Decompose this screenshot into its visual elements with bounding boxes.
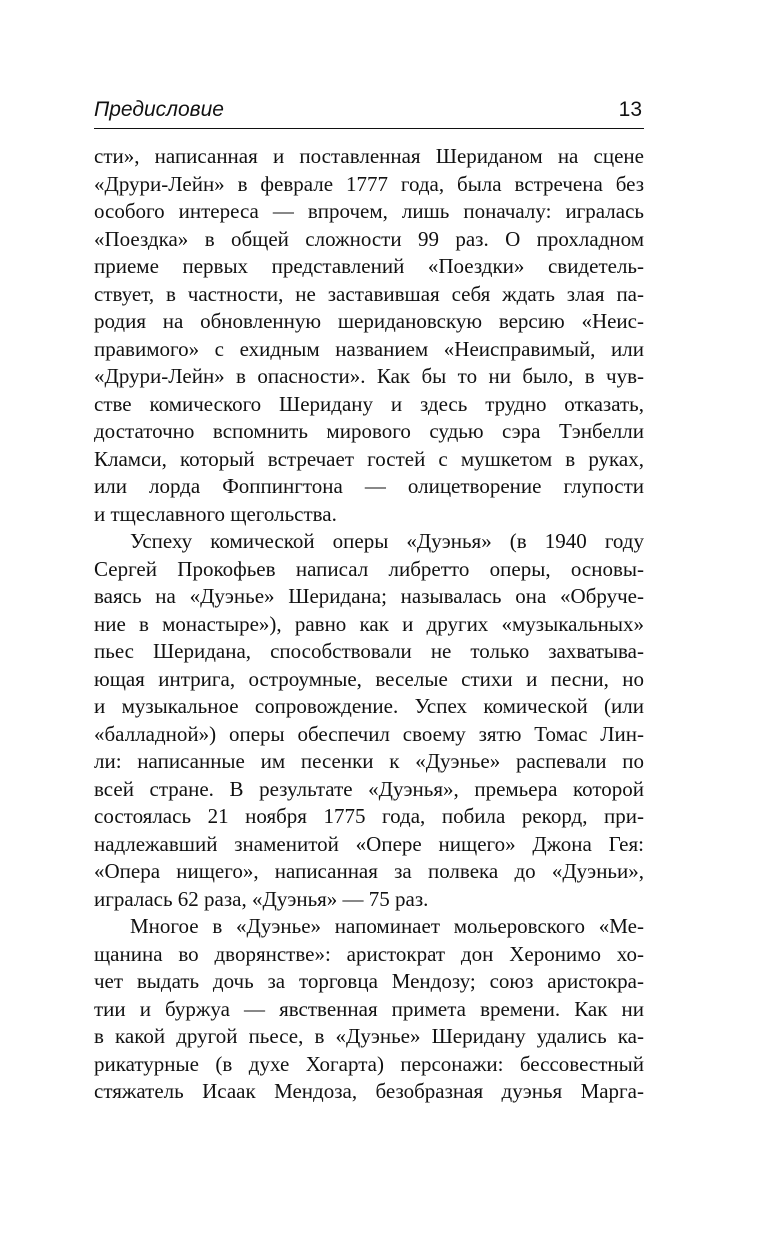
text-line: «Опера нищего», написанная за полвека до «Дуэньи», bbox=[94, 859, 644, 883]
page-number: 13 bbox=[618, 98, 642, 121]
text-line: Успеху комической оперы «Дуэнья» (в 1940 году bbox=[130, 529, 644, 553]
book-page bbox=[94, 92, 644, 1106]
text-line: приеме первых представлений «Поездки» свидетель- bbox=[94, 254, 644, 278]
section-title: Предисловие bbox=[94, 98, 224, 121]
text-line: состоялась 21 ноября 1775 года, побила рекорд, при- bbox=[94, 804, 644, 828]
text-line: ваясь на «Дуэнье» Шеридана; называлась она «Обруче- bbox=[94, 584, 644, 608]
text-line: правимого» с ехидным названием «Неисправимый, или bbox=[94, 336, 644, 361]
text-line: Многое в «Дуэнье» напоминает мольеровского «Ме- bbox=[130, 914, 644, 938]
text-line: в какой другой пьесе, в «Дуэнье» Шеридану удались ка- bbox=[94, 1024, 644, 1048]
text-line: и музыкальное сопровождение. Успех комической (или bbox=[94, 694, 644, 718]
text-line: пьес Шеридана, способствовали не только захватыва- bbox=[94, 639, 644, 663]
text-line: ствует, в частности, не заставившая себя ждать злая па- bbox=[94, 281, 644, 306]
text-line: сти», написанная и поставленная Шериданом на сцене bbox=[94, 144, 644, 168]
text-line: щанина во дворянстве»: аристократ дон Херонимо хо- bbox=[94, 941, 644, 966]
text-line: ющая интрига, остроумные, веселые стихи и песни, но bbox=[94, 666, 644, 691]
text-line: «Поездка» в общей сложности 99 раз. О прохладном bbox=[94, 226, 644, 251]
text-line: чет выдать дочь за торговца Мендозу; союз аристокра- bbox=[94, 969, 644, 993]
text-line: «Друри-Лейн» в феврале 1777 года, была встречена без bbox=[94, 171, 644, 196]
text-line: всей стране. В результате «Дуэнья», премьера которой bbox=[94, 776, 644, 801]
text-line: стяжатель Исаак Мендоза, безобразная дуэнья Марга- bbox=[94, 1079, 644, 1103]
text-line: Кламси, который встречает гостей с мушкетом в руках, bbox=[94, 446, 644, 471]
text-line: «Друри-Лейн» в опасности». Как бы то ни было, в чув- bbox=[94, 364, 644, 388]
text-line: или лорда Фоппингтона — олицетворение глупости bbox=[94, 474, 644, 498]
text-line: ние в монастыре»), равно как и других «музыкальных» bbox=[94, 611, 644, 636]
text-line: тии и буржуа — явственная примета времени. Как ни bbox=[94, 996, 644, 1021]
text-line: Сергей Прокофьев написал либретто оперы, основы- bbox=[94, 556, 644, 581]
text-line: стве комического Шеридану и здесь трудно отказать, bbox=[94, 391, 644, 416]
running-header bbox=[94, 92, 644, 129]
text-line: ли: написанные им песенки к «Дуэнье» распевали по bbox=[94, 749, 644, 773]
text-line: «балладной») оперы обеспечил своему зятю Томас Лин- bbox=[94, 721, 644, 746]
text-line: особого интереса — впрочем, лишь поначалу: игралась bbox=[94, 199, 644, 223]
body-text bbox=[94, 143, 644, 1106]
text-line: рикатурные (в духе Хогарта) персонажи: бессовестный bbox=[94, 1051, 644, 1076]
text-line: родия на обновленную шеридановскую версию «Неис- bbox=[94, 309, 644, 333]
text-line: игралась 62 раза, «Дуэнья» — 75 раз. bbox=[94, 886, 429, 911]
text-line: достаточно вспомнить мирового судью сэра Тэнбелли bbox=[94, 419, 644, 443]
text-line: и тщеславного щегольства. bbox=[94, 501, 337, 526]
text-line: надлежавший знаменитой «Опере нищего» Джона Гея: bbox=[94, 831, 644, 856]
